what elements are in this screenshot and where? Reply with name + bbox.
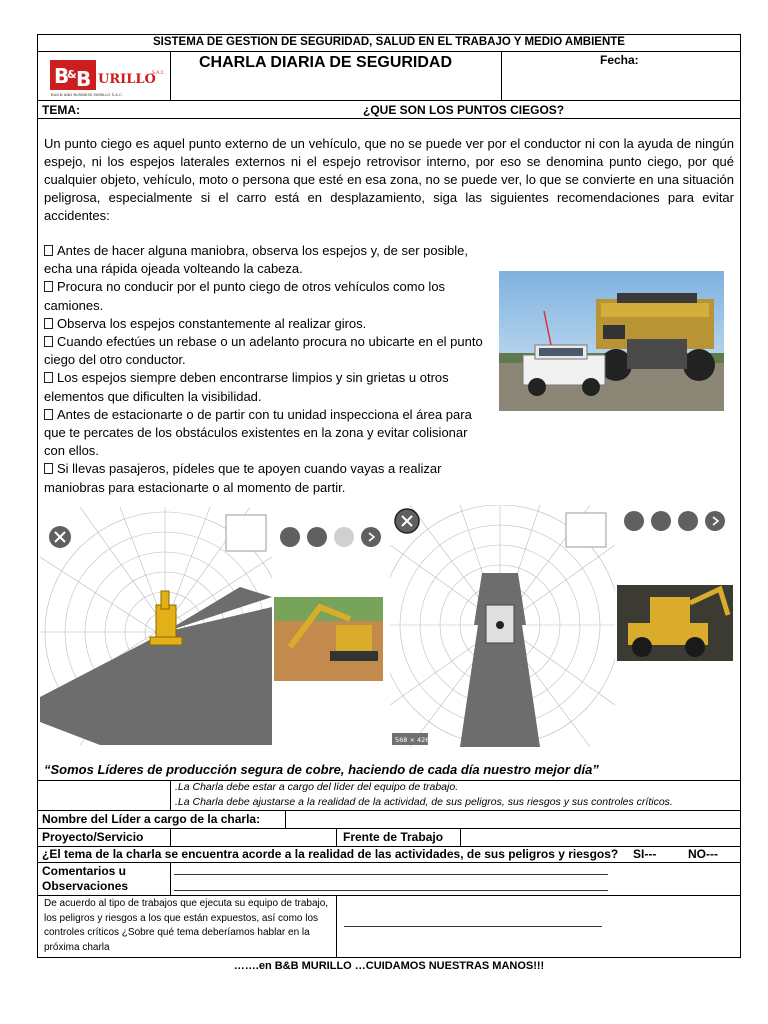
next-topic-prompt: De acuerdo al tipo de trabajos que ejecuta su equipo de trabajo, los peligros y riesgos a los que están expuestos, así como los controles críticos ¿Sobre qué tema deberíamos hablar en la próxima charla [44, 898, 329, 953]
relevance-question: ¿El tema de la charla se encuentra acorde a la realidad de las actividades, de sus peligros y riesgos? [42, 847, 619, 861]
form-vdivider [285, 810, 286, 828]
svg-text:URILLO: URILLO [98, 72, 156, 87]
no-option[interactable]: NO--- [688, 847, 718, 861]
form-vdivider [170, 780, 171, 810]
fecha-label: Fecha: [600, 53, 639, 67]
logo-divider [170, 51, 171, 100]
form-divider [37, 810, 741, 811]
checkbox-icon [44, 318, 53, 329]
comment-line[interactable] [174, 874, 608, 875]
intro-paragraph: Un punto ciego es aquel punto externo de un vehículo, que no se puede ver por el conductor ni con la ayuda de ningún espejo, ni los espejos laterales externos ni el espejo retrovisor interno, por eso se denomina punto ciego, por qué cualquier objeto, vehículo, moto o persona que esté en esa zona, no se puede ver, lo que se convierte en una situación peligrosa, especialmente si el carro está en desplazamiento, siga las siguientes recomendaciones para evitar accidentes: [44, 136, 734, 223]
checkbox-icon [44, 463, 53, 474]
svg-text:B: B [54, 64, 70, 88]
comment-line[interactable] [174, 890, 608, 891]
checkbox-icon [44, 281, 53, 292]
haul-truck-photo [499, 271, 724, 411]
checkbox-icon [44, 372, 53, 383]
svg-text:BUILD AND BUSINESS MURILLO S.A: BUILD AND BUSINESS MURILLO S.A.C. [51, 92, 123, 97]
lider-label: Nombre del Líder a cargo de la charla: [42, 812, 261, 826]
tema-value: ¿QUE SON LOS PUNTOS CIEGOS? [363, 103, 565, 117]
slogan-quote: “Somos Líderes de producción segura de cobre, haciendo de cada día nuestro mejor día” [44, 762, 599, 777]
checkbox-icon [44, 336, 53, 347]
excavator-blind-spot-panel [40, 507, 386, 745]
tema-label: TEMA: [42, 103, 80, 117]
system-title: SISTEMA DE GESTION DE SEGURIDAD, SALUD EN EL TRABAJO Y MEDIO AMBIENTE [153, 36, 625, 48]
list-item: Antes de estacionarte o de partir con tu unidad inspecciona el área para que te percates de los obstáculos existentes en la zona y evitar colisionar con ellos. [44, 406, 472, 459]
company-logo [48, 56, 166, 98]
checkbox-icon [44, 245, 53, 256]
recommendations-list [44, 242, 489, 497]
tema-bottom-divider [37, 118, 741, 119]
tema-top-divider [37, 100, 741, 101]
note-line: .La Charla debe ajustarse a la realidad de la actividad, de sus peligros, sus riesgos y sus controles críticos. [175, 796, 673, 808]
form-divider [37, 828, 741, 829]
list-item: Si llevas pasajeros, pídeles que te apoyen cuando vayas a realizar maniobras para estacionarte o al momento de partir. [44, 461, 442, 495]
fecha-divider [501, 51, 502, 100]
list-item: Observa los espejos constantemente al realizar giros. [44, 315, 489, 333]
next-topic-line[interactable] [344, 926, 602, 927]
backhoe-blind-spot-diagram [390, 505, 735, 747]
backhoe-blind-spot-panel [390, 505, 735, 747]
form-vdivider [336, 828, 337, 846]
form-divider [37, 862, 741, 863]
logo-graphic [48, 56, 166, 98]
list-item: Procura no conducir por el punto ciego de otros vehículos como los camiones. [44, 279, 446, 313]
checkbox-icon [44, 409, 53, 420]
form-vdivider [170, 862, 171, 895]
proyecto-label: Proyecto/Servicio [42, 830, 144, 844]
list-item: Los espejos siempre deben encontrarse limpios y sin grietas u otros elementos que dificulten la visibilidad. [44, 370, 449, 404]
svg-text:S.A.C: S.A.C [152, 71, 164, 76]
si-option[interactable]: SI--- [633, 847, 657, 861]
form-vdivider [460, 828, 461, 846]
form-vdivider [170, 828, 171, 846]
note-line: .La Charla debe estar a cargo del líder del equipo de trabajo. [175, 781, 459, 793]
image-size-badge: 568 × 426 [395, 736, 430, 744]
form-divider [37, 895, 741, 896]
list-item: Cuando efectúes un rebase o un adelanto procura no ubicarte en el punto ciego del otro conductor. [44, 334, 483, 368]
form-vdivider [336, 895, 337, 958]
excavator-blind-spot-diagram [40, 507, 386, 745]
frente-label: Frente de Trabajo [343, 830, 444, 844]
document-title: CHARLA DIARIA DE SEGURIDAD [199, 54, 453, 71]
footer-slogan: …….en B&B MURILLO …CUIDAMOS NUESTRAS MANOS!!! [233, 960, 545, 972]
list-item: Antes de hacer alguna maniobra, observa los espejos y, de ser posible, echa una rápida ojeada volteando la cabeza. [44, 243, 468, 277]
header-divider [37, 51, 741, 52]
svg-text:&: & [67, 68, 77, 81]
svg-text:B: B [76, 67, 92, 91]
comentarios-label: Comentarios u Observaciones [42, 864, 129, 893]
